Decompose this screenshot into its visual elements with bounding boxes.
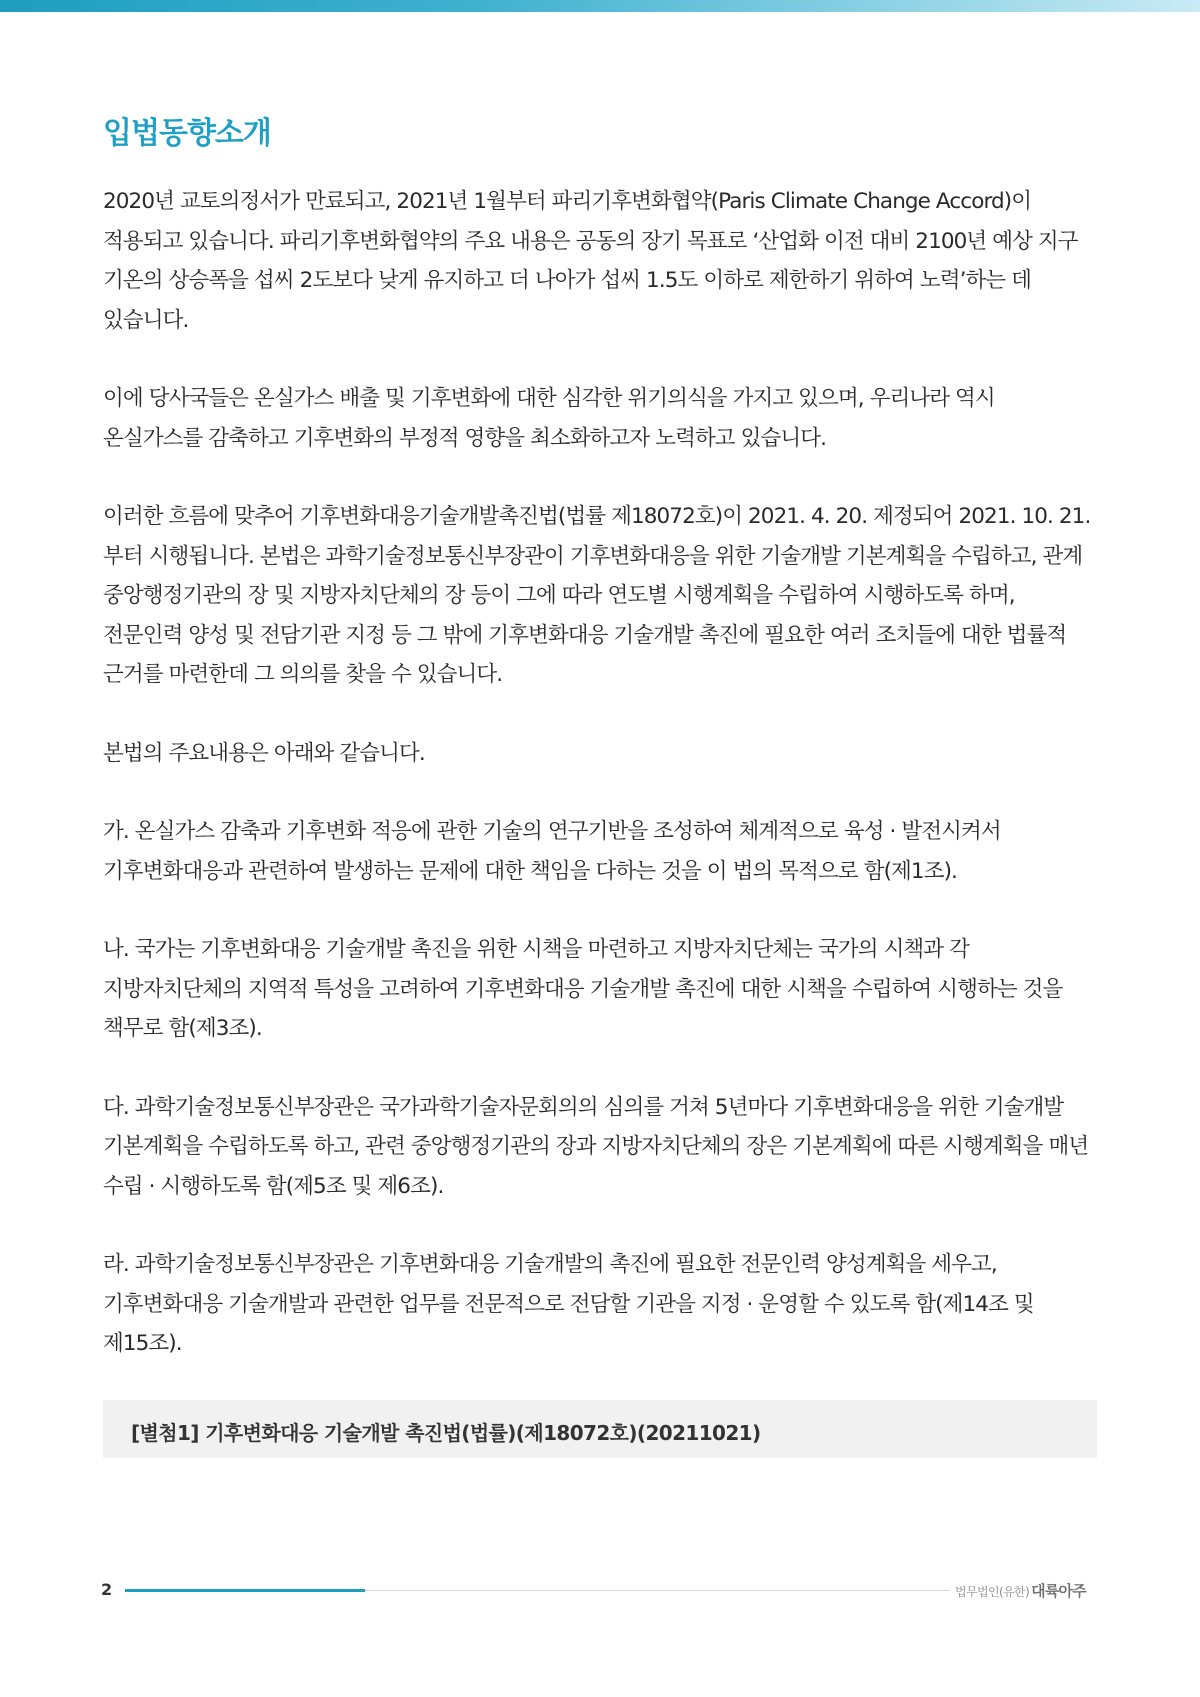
attachment-label[interactable]: [별첨1] 기후변화대응 기술개발 촉진법(법률)(제18072호)(20211021) [131, 1421, 761, 1445]
list-item-ga: 가. 온실가스 감축과 기후변화 적응에 관한 기술의 연구기반을 조성하여 체계적으로 육성 · 발전시켜서 기후변화대응과 관련하여 발생하는 문제에 대한 책임을 다하는 것을 이 법의 목적으로 함(제1조). [103, 819, 1001, 884]
list-item-na: 나. 국가는 기후변화대응 기술개발 촉진을 위한 시책을 마련하고 지방자치단체는 국가의 시책과 각 지방자치단체의 지역적 특성을 고려하여 기후변화대응 기술개발 촉진에 대한 시책을 수립하여 시행하는 것을 책무로 함(제3조). [103, 937, 1063, 1041]
brand-name: 대륙아주 [1031, 1582, 1086, 1600]
paragraph-main-contents-intro: 본법의 주요내용은 아래와 같습니다. [103, 740, 425, 766]
page-number: 2 [101, 1580, 113, 1599]
article-body [103, 182, 1097, 1403]
footer-accent-line [125, 1589, 365, 1592]
footer-brand [955, 1580, 1086, 1601]
attachment-link-box[interactable] [103, 1400, 1097, 1458]
paragraph-intro: 2020년 교토의정서가 만료되고, 2021년 1월부터 파리기후변화협약(Paris Climate Change Accord)이 적용되고 있습니다. 파리기후변화협약의 주요 내용은 공동의 장기 목표로 ‘산업화 이전 대비 2100년 예상 지구 기온의 상승폭을 섭씨 2도보다 낮게 유지하고 더 나아가 섭씨 1.5도 이하로 제한하기 위하여 노력’하는 데 있습니다. [103, 189, 1078, 333]
section-title: 입법동향소개 [103, 116, 271, 151]
paragraph-law-overview: 이러한 흐름에 맞추어 기후변화대응기술개발촉진법(법률 제18072호)이 2021. 4. 20. 제정되어 2021. 10. 21. 부터 시행됩니다. 본법은 과학기술정보통신부장관이 기후변화대응을 위한 기술개발 기본계획을 수립하고, 관계 중앙행정기관의 장 및 지방자치단체의 장 등이 그에 따라 연도별 시행계획을 수립하여 시행하도록 하며, 전문인력 양성 및 전담기관 지정 등 그 밖에 기후변화대응 기술개발 촉진에 필요한 여러 조치들에 대한 법률적 근거를 마련한데 그 의의를 찾을 수 있습니다. [103, 504, 1091, 687]
paragraph-parties: 이에 당사국들은 온실가스 배출 및 기후변화에 대한 심각한 위기의식을 가지고 있으며, 우리나라 역시 온실가스를 감축하고 기후변화의 부정적 영향을 최소화하고자 노력하고 있습니다. [103, 386, 995, 451]
top-accent-bar [0, 0, 1200, 12]
list-item-da: 다. 과학기술정보통신부장관은 국가과학기술자문회의의 심의를 거쳐 5년마다 기후변화대응을 위한 기술개발 기본계획을 수립하도록 하고, 관련 중앙행정기관의 장과 지방자치단체의 장은 기본계획에 따른 시행계획을 매년 수립 · 시행하도록 함(제5조 및 제6조). [103, 1094, 1089, 1199]
footer-divider-line [365, 1590, 950, 1591]
brand-subtitle: 법무법인(유한) [955, 1585, 1030, 1599]
list-item-ra: 라. 과학기술정보통신부장관은 기후변화대응 기술개발의 촉진에 필요한 전문인력 양성계획을 세우고, 기후변화대응 기술개발과 관련한 업무를 전문적으로 전담할 기관을 지정 · 운영할 수 있도록 함(제14조 및 제15조). [103, 1252, 1034, 1356]
